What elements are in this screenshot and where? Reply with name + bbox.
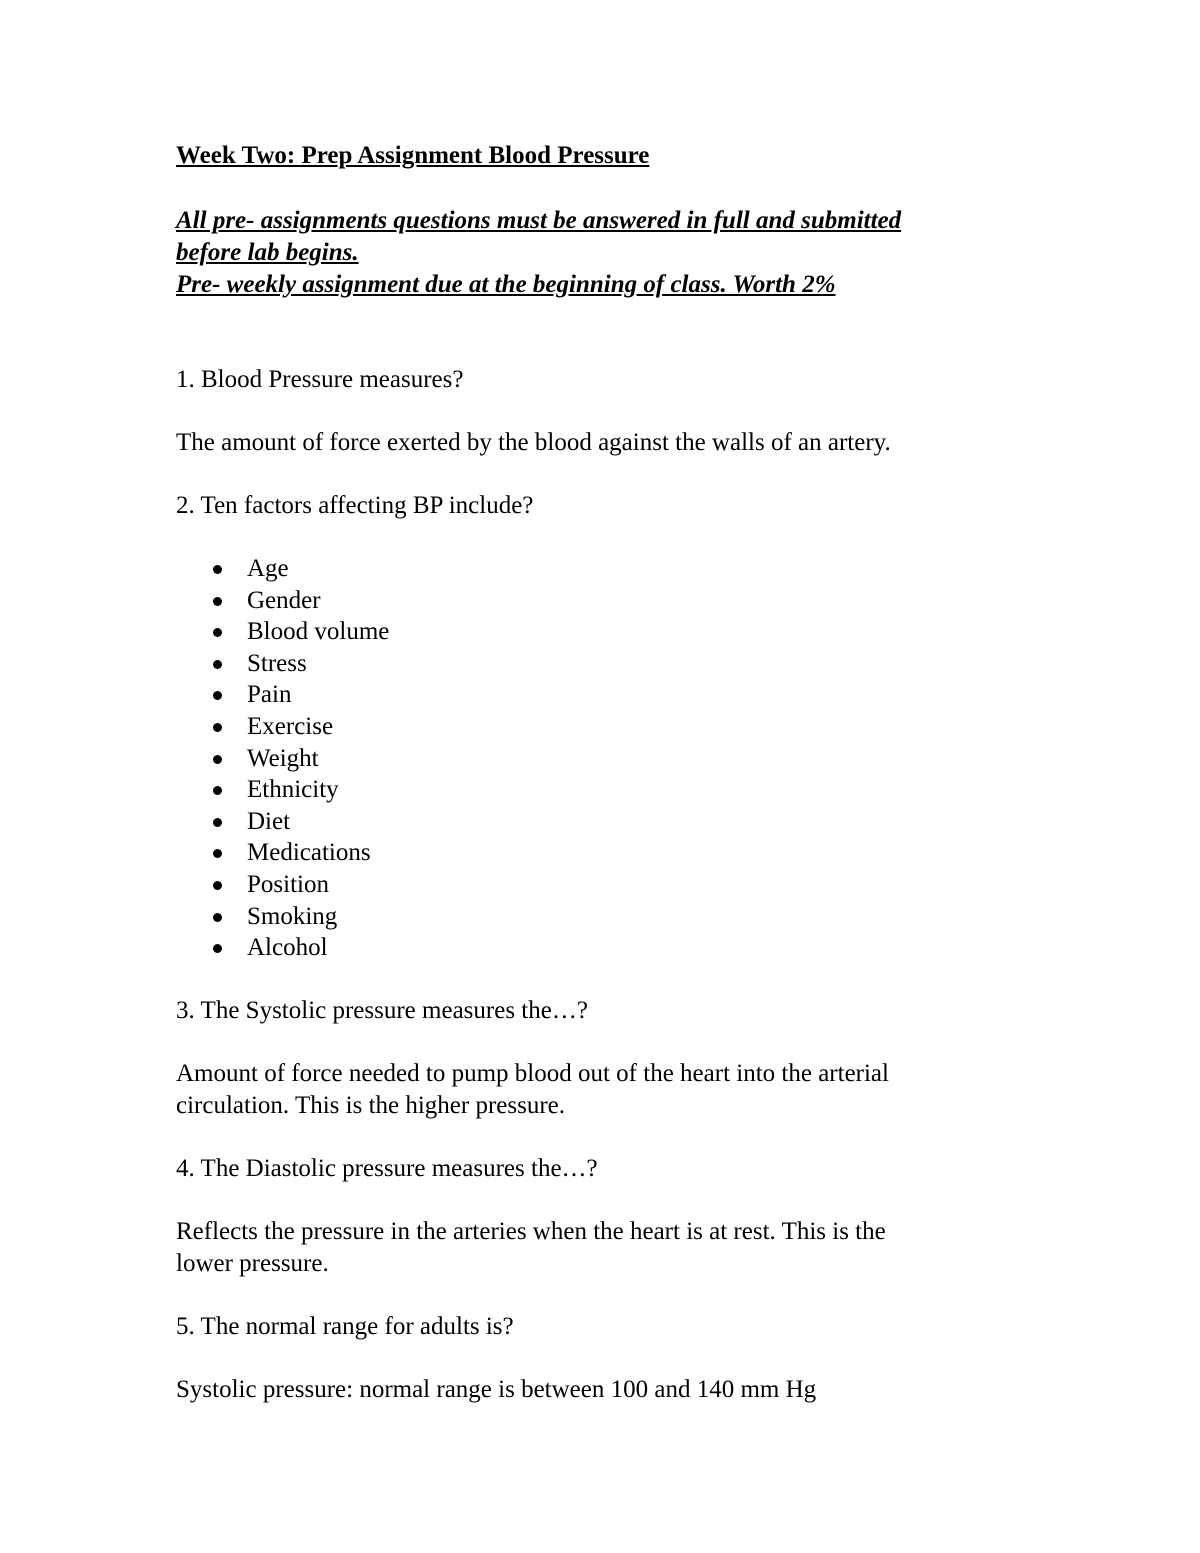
list-item	[176, 837, 1006, 869]
notice-line: All pre- assignments questions must be answered in full and submitted	[176, 207, 902, 234]
list-item	[176, 869, 1006, 901]
answer-4-line: Reflects the pressure in the arteries when the heart is at rest. This is the	[176, 1217, 886, 1245]
list-item	[176, 679, 1006, 711]
answer-3-line: Amount of force needed to pump blood out of the heart into the arterial	[176, 1059, 889, 1087]
factor-label: Pain	[247, 681, 292, 709]
bullet-icon	[213, 660, 222, 669]
bullet-icon	[213, 913, 222, 922]
question-2: 2. Ten factors affecting BP include?	[176, 492, 534, 519]
factor-label: Ethnicity	[247, 776, 339, 804]
answer-3-line: circulation. This is the higher pressure.	[176, 1091, 566, 1119]
bullet-icon	[213, 597, 222, 606]
factor-label: Position	[247, 870, 329, 898]
question-3: 3. The Systolic pressure measures the…?	[176, 996, 588, 1024]
factor-label: Gender	[247, 586, 321, 614]
question-4: 4. The Diastolic pressure measures the…?	[176, 1154, 598, 1182]
bullet-icon	[213, 849, 222, 858]
list-item	[176, 585, 1006, 617]
list-item	[176, 743, 1006, 775]
bullet-icon	[213, 786, 222, 795]
answer-4-line: lower pressure.	[176, 1249, 329, 1277]
factor-label: Age	[247, 555, 289, 582]
factor-label: Diet	[247, 807, 291, 835]
list-item	[176, 806, 1006, 838]
bullet-icon	[213, 944, 222, 953]
factor-label: Blood volume	[247, 618, 390, 646]
notice-line: Pre- weekly assignment due at the beginning of class. Worth 2%	[176, 271, 836, 298]
factor-label: Stress	[247, 649, 307, 677]
list-item	[176, 648, 1006, 680]
list-item	[176, 616, 1006, 648]
bullet-icon	[213, 628, 222, 637]
document-content	[176, 140, 1006, 1406]
factor-label: Exercise	[247, 712, 334, 740]
factors-list	[176, 553, 1006, 964]
factor-label: Smoking	[247, 902, 338, 930]
list-item	[176, 774, 1006, 806]
factor-label: Medications	[247, 839, 371, 867]
notice-line: before lab begins.	[176, 239, 359, 266]
question-5: 5. The normal range for adults is?	[176, 1312, 514, 1340]
bullet-icon	[213, 755, 222, 764]
factor-label: Alcohol	[247, 934, 328, 962]
bullet-icon	[213, 723, 222, 732]
factor-label: Weight	[247, 744, 319, 772]
bullet-icon	[213, 691, 222, 700]
answer-5: Systolic pressure: normal range is between 100 and 140 mm Hg	[176, 1375, 817, 1403]
bullet-icon	[213, 818, 222, 827]
bullet-icon	[213, 881, 222, 890]
answer-1: The amount of force exerted by the blood against the walls of an artery.	[176, 429, 891, 456]
list-item	[176, 553, 1006, 585]
submission-notice	[176, 205, 1006, 301]
question-1: 1. Blood Pressure measures?	[176, 366, 464, 393]
list-item	[176, 711, 1006, 743]
list-item	[176, 901, 1006, 933]
document-title: Week Two: Prep Assignment Blood Pressure	[176, 142, 650, 169]
bullet-icon	[213, 565, 222, 574]
list-item	[176, 932, 1006, 964]
